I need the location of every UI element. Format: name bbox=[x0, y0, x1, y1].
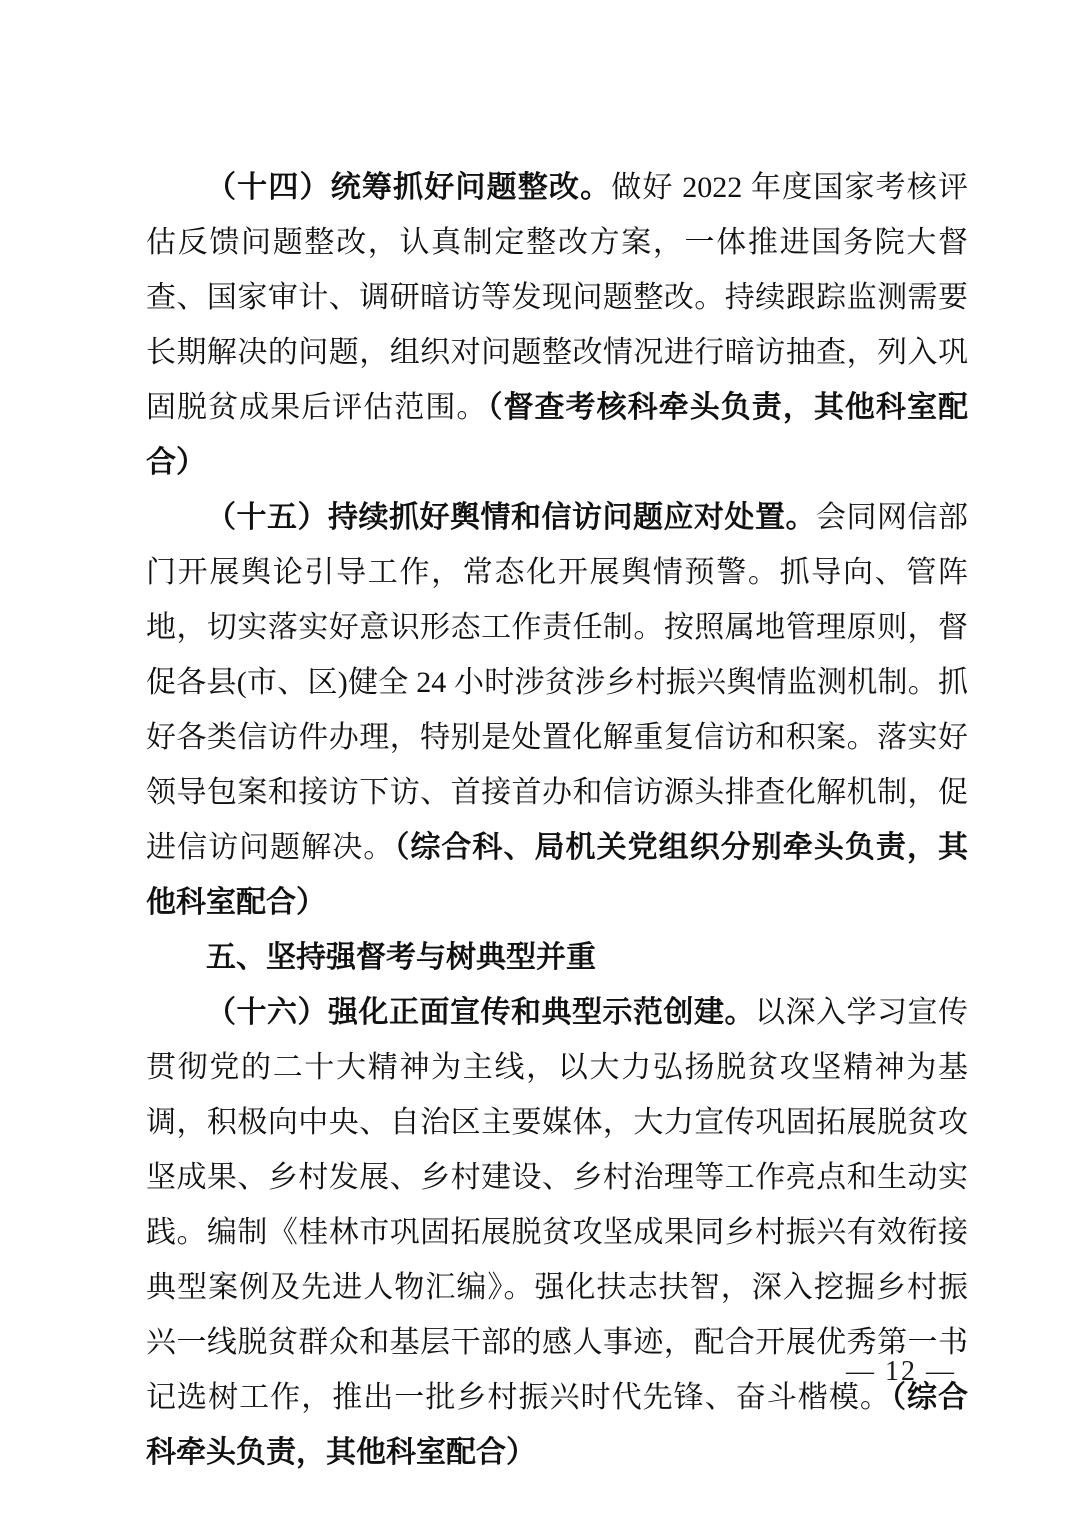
paragraph bbox=[146, 160, 968, 490]
page-number: — 12 — bbox=[846, 1356, 956, 1387]
bold-text-run: （十五）持续抓好舆情和信访问题应对处置。 bbox=[206, 501, 816, 534]
bold-text-run: （十四）统筹抓好问题整改。 bbox=[206, 171, 612, 204]
section-heading bbox=[146, 930, 968, 985]
text-run: 以深入学习宣传贯彻党的二十大精神为主线，以大力弘扬脱贫攻坚精神为基调，积极向中央、自治区主要媒体，大力宣传巩固拓展脱贫攻坚成果、乡村发展、乡村建设、乡村治理等工作亮点和生动实践。编制《桂林市巩固拓展脱贫攻坚成果同乡村振兴有效衔接典型案例及先进人物汇编》。强化扶志扶智，深入挖掘乡村振兴一线脱贫群众和基层干部的感人事迹，配合开展优秀第一书记选树工作，推出一批乡村振兴时代先锋、奋斗楷模。 bbox=[146, 996, 968, 1414]
text-run: 做好 2022 年度国家考核评估反馈问题整改，认真制定整改方案，一体推进国务院大督查、国家审计、调研暗访等发现问题整改。持续跟踪监测需要长期解决的问题，组织对问题整改情况进行暗访抽查，列入巩固脱贫成果后评估范围。 bbox=[146, 171, 969, 424]
paragraph bbox=[146, 490, 968, 930]
text-run: 会同网信部门开展舆论引导工作，常态化开展舆情预警。抓导向、管阵地，切实落实好意识形态工作责任制。按照属地管理原则，督促各县(市、区)健全 24 小时涉贫涉乡村振兴舆情监测机制。抓好各类信访件办理，特别是处置化解重复信访和积案。落实好领导包案和接访下访、首接首办和信访源头排查化解机制，促进信访问题解决。 bbox=[146, 501, 968, 864]
document-content bbox=[146, 160, 968, 1480]
bold-text-run: （综合科、局机关党组织分别牵头负责，其他科室配合） bbox=[146, 831, 969, 919]
bold-text-run: （综合科牵头负责，其他科室配合） bbox=[146, 1381, 969, 1469]
bold-text-run: （督查考核科牵头负责，其他科室配合） bbox=[146, 391, 969, 479]
paragraph bbox=[146, 985, 968, 1480]
bold-text-run: （十六）强化正面宣传和典型示范创建。 bbox=[206, 996, 755, 1029]
bold-text-run: 五、坚持强督考与树典型并重 bbox=[206, 941, 596, 974]
